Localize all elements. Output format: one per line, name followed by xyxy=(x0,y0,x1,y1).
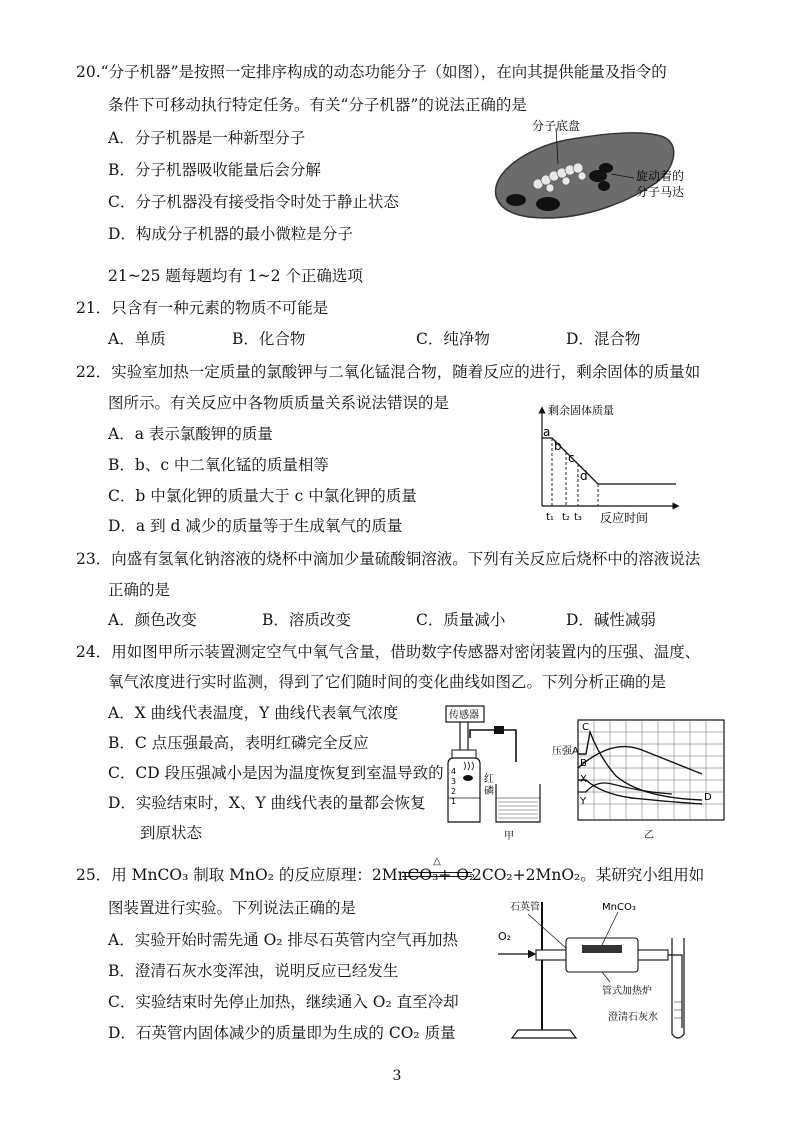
q25-option-a: A．实验开始时需先通 O₂ 排尽石英管内空气再加热 xyxy=(108,931,458,949)
red-phosphorus-label-1: 红 xyxy=(484,774,494,785)
graph-pressure-label: 压强A xyxy=(552,746,579,757)
graph-point-c-label: C xyxy=(582,722,589,733)
svg-text:2: 2 xyxy=(451,787,457,796)
q22-option-a: A．a 表示氯酸钾的质量 xyxy=(108,425,273,443)
label-molecular-base: 分子底盘 xyxy=(532,119,581,133)
graph-curve-y-label: Y xyxy=(580,796,587,807)
q22-mass-graph xyxy=(530,402,690,530)
graph-point-a: a xyxy=(543,425,551,439)
svg-text:4: 4 xyxy=(451,767,457,776)
q20-option-d: D．构成分子机器的最小微粒是分子 xyxy=(108,225,353,243)
q20-option-a: A．分子机器是一种新型分子 xyxy=(108,129,306,147)
q24-option-c: C．CD 段压强减小是因为温度恢复到室温导致的 xyxy=(108,764,444,782)
q23-line2: 正确的是 xyxy=(108,581,171,599)
svg-text:3: 3 xyxy=(451,777,457,786)
q20-option-c: C．分子机器没有接受指令时处于静止状态 xyxy=(108,193,399,211)
q22-line1: 22．实验室加热一定质量的氯酸钾与二氧化锰混合物，随着反应的进行，剩余固体的质量如 xyxy=(76,363,701,381)
sensor-label: 传感器 xyxy=(449,710,479,721)
q24-line2: 氧气浓度进行实时监测，得到了它们随时间的变化曲线如图乙。下列分析正确的是 xyxy=(108,673,667,691)
q20-line1: 20.“分子机器”是按照一定排序构成的动态功能分子（如图），在向其提供能量及指令的 xyxy=(76,63,667,81)
graph-t3: t₃ xyxy=(574,512,582,523)
q20-option-b: B．分子机器吸收能量后会分解 xyxy=(108,161,321,179)
figure-yi-label: 乙 xyxy=(644,830,654,841)
q21-option-a: A．单质 xyxy=(108,330,166,348)
q24-option-d-line2: 到原状态 xyxy=(140,824,203,842)
q23-option-c: C．质量减小 xyxy=(416,611,506,629)
q25-option-b: B．澄清石灰水变浑浊，说明反应已经发生 xyxy=(108,962,399,980)
reaction-arrow-line2 xyxy=(402,876,472,877)
q23-option-b: B．溶质改变 xyxy=(262,611,351,629)
mnco3-label: MnCO₃ xyxy=(602,902,636,913)
graph-point-d-label: D xyxy=(704,792,712,803)
q25-line2: 图装置进行实验。下列说法正确的是 xyxy=(108,899,357,917)
svg-text:1: 1 xyxy=(451,797,457,806)
graph-ylabel: 剩余固体质量 xyxy=(548,404,614,417)
graph-point-d: d xyxy=(580,469,588,483)
molecular-machine-figure xyxy=(486,118,686,228)
section-note: 21~25 题每题均有 1~2 个正确选项 xyxy=(108,267,363,285)
q23-option-d: D．碱性减弱 xyxy=(566,611,656,629)
bottle-scale xyxy=(451,767,456,806)
q24-apparatus-jia xyxy=(440,702,550,842)
q22-option-c: C．b 中氯化钾的质量大于 c 中氯化钾的质量 xyxy=(108,487,417,505)
graph-point-b: b xyxy=(554,439,562,453)
graph-point-b-label: B xyxy=(580,758,587,769)
label-molecular-motor: 分子马达 xyxy=(636,185,685,199)
q25-apparatus xyxy=(498,898,698,1048)
page-number: 3 xyxy=(392,1068,402,1084)
q24-option-a: A．X 曲线代表温度，Y 曲线代表氧气浓度 xyxy=(108,704,399,722)
q25-option-d: D．石英管内固体减少的质量即为生成的 CO₂ 质量 xyxy=(108,1024,456,1042)
q25-option-c: C．实验结束时先停止加热，继续通入 O₂ 直至冷却 xyxy=(108,993,459,1011)
q24-line1: 24．用如图甲所示装置测定空气中氧气含量，借助数字传感器对密闭装置内的压强、温度、 xyxy=(76,643,701,661)
q22-line2: 图所示。有关反应中各物质质量关系说法错误的是 xyxy=(108,394,450,412)
graph-point-c: c xyxy=(568,451,575,465)
graph-t2: t₂ xyxy=(562,512,570,523)
q23-option-a: A．颜色改变 xyxy=(108,611,197,629)
q24-option-b: B．C 点压强最高，表明红磷完全反应 xyxy=(108,734,369,752)
q21-option-c: C．纯净物 xyxy=(416,330,490,348)
q24-option-d-line1: D．实验结束时，X、Y 曲线代表的量都会恢复 xyxy=(108,794,426,812)
graph-xlabel: 反应时间 xyxy=(600,511,649,525)
q22-option-b: B．b、c 中二氧化锰的质量相等 xyxy=(108,456,329,474)
tube-furnace-label: 管式加热炉 xyxy=(602,986,652,997)
reaction-arrow-line1 xyxy=(402,872,472,873)
q22-option-d: D．a 到 d 减少的质量等于生成氧气的质量 xyxy=(108,517,403,535)
quartz-tube-label: 石英管 xyxy=(510,902,540,913)
q25-line1-part1: 25．用 MnCO₃ 制取 MnO₂ 的反应原理：2MnCO₃+ O₂ xyxy=(76,866,476,884)
o2-inlet-label: O₂ xyxy=(498,930,512,943)
q24-graph-yi xyxy=(552,718,728,842)
graph-t1: t₁ xyxy=(546,512,554,523)
graph-curve-x-label: X xyxy=(580,774,587,785)
q25-line1-part2: 2CO₂+2MnO₂。某研究小组用如 xyxy=(472,866,705,884)
reaction-heating-symbol: △ xyxy=(433,856,441,867)
q21-option-b: B．化合物 xyxy=(232,330,306,348)
limewater-label: 澄清石灰水 xyxy=(608,1012,658,1023)
q20-line2: 条件下可移动执行特定任务。有关“分子机器”的说法正确的是 xyxy=(108,96,527,114)
label-rotating: 旋动着的 xyxy=(636,169,685,183)
figure-jia-label: 甲 xyxy=(504,831,514,842)
red-phosphorus-label-2: 磷 xyxy=(484,786,494,797)
q23-line1: 23．向盛有氢氧化钠溶液的烧杯中滴加少量硫酸铜溶液。下列有关反应后烧杯中的溶液说法 xyxy=(76,550,701,568)
q21-stem: 21．只含有一种元素的物质不可能是 xyxy=(76,299,329,317)
q21-option-d: D．混合物 xyxy=(566,330,641,348)
